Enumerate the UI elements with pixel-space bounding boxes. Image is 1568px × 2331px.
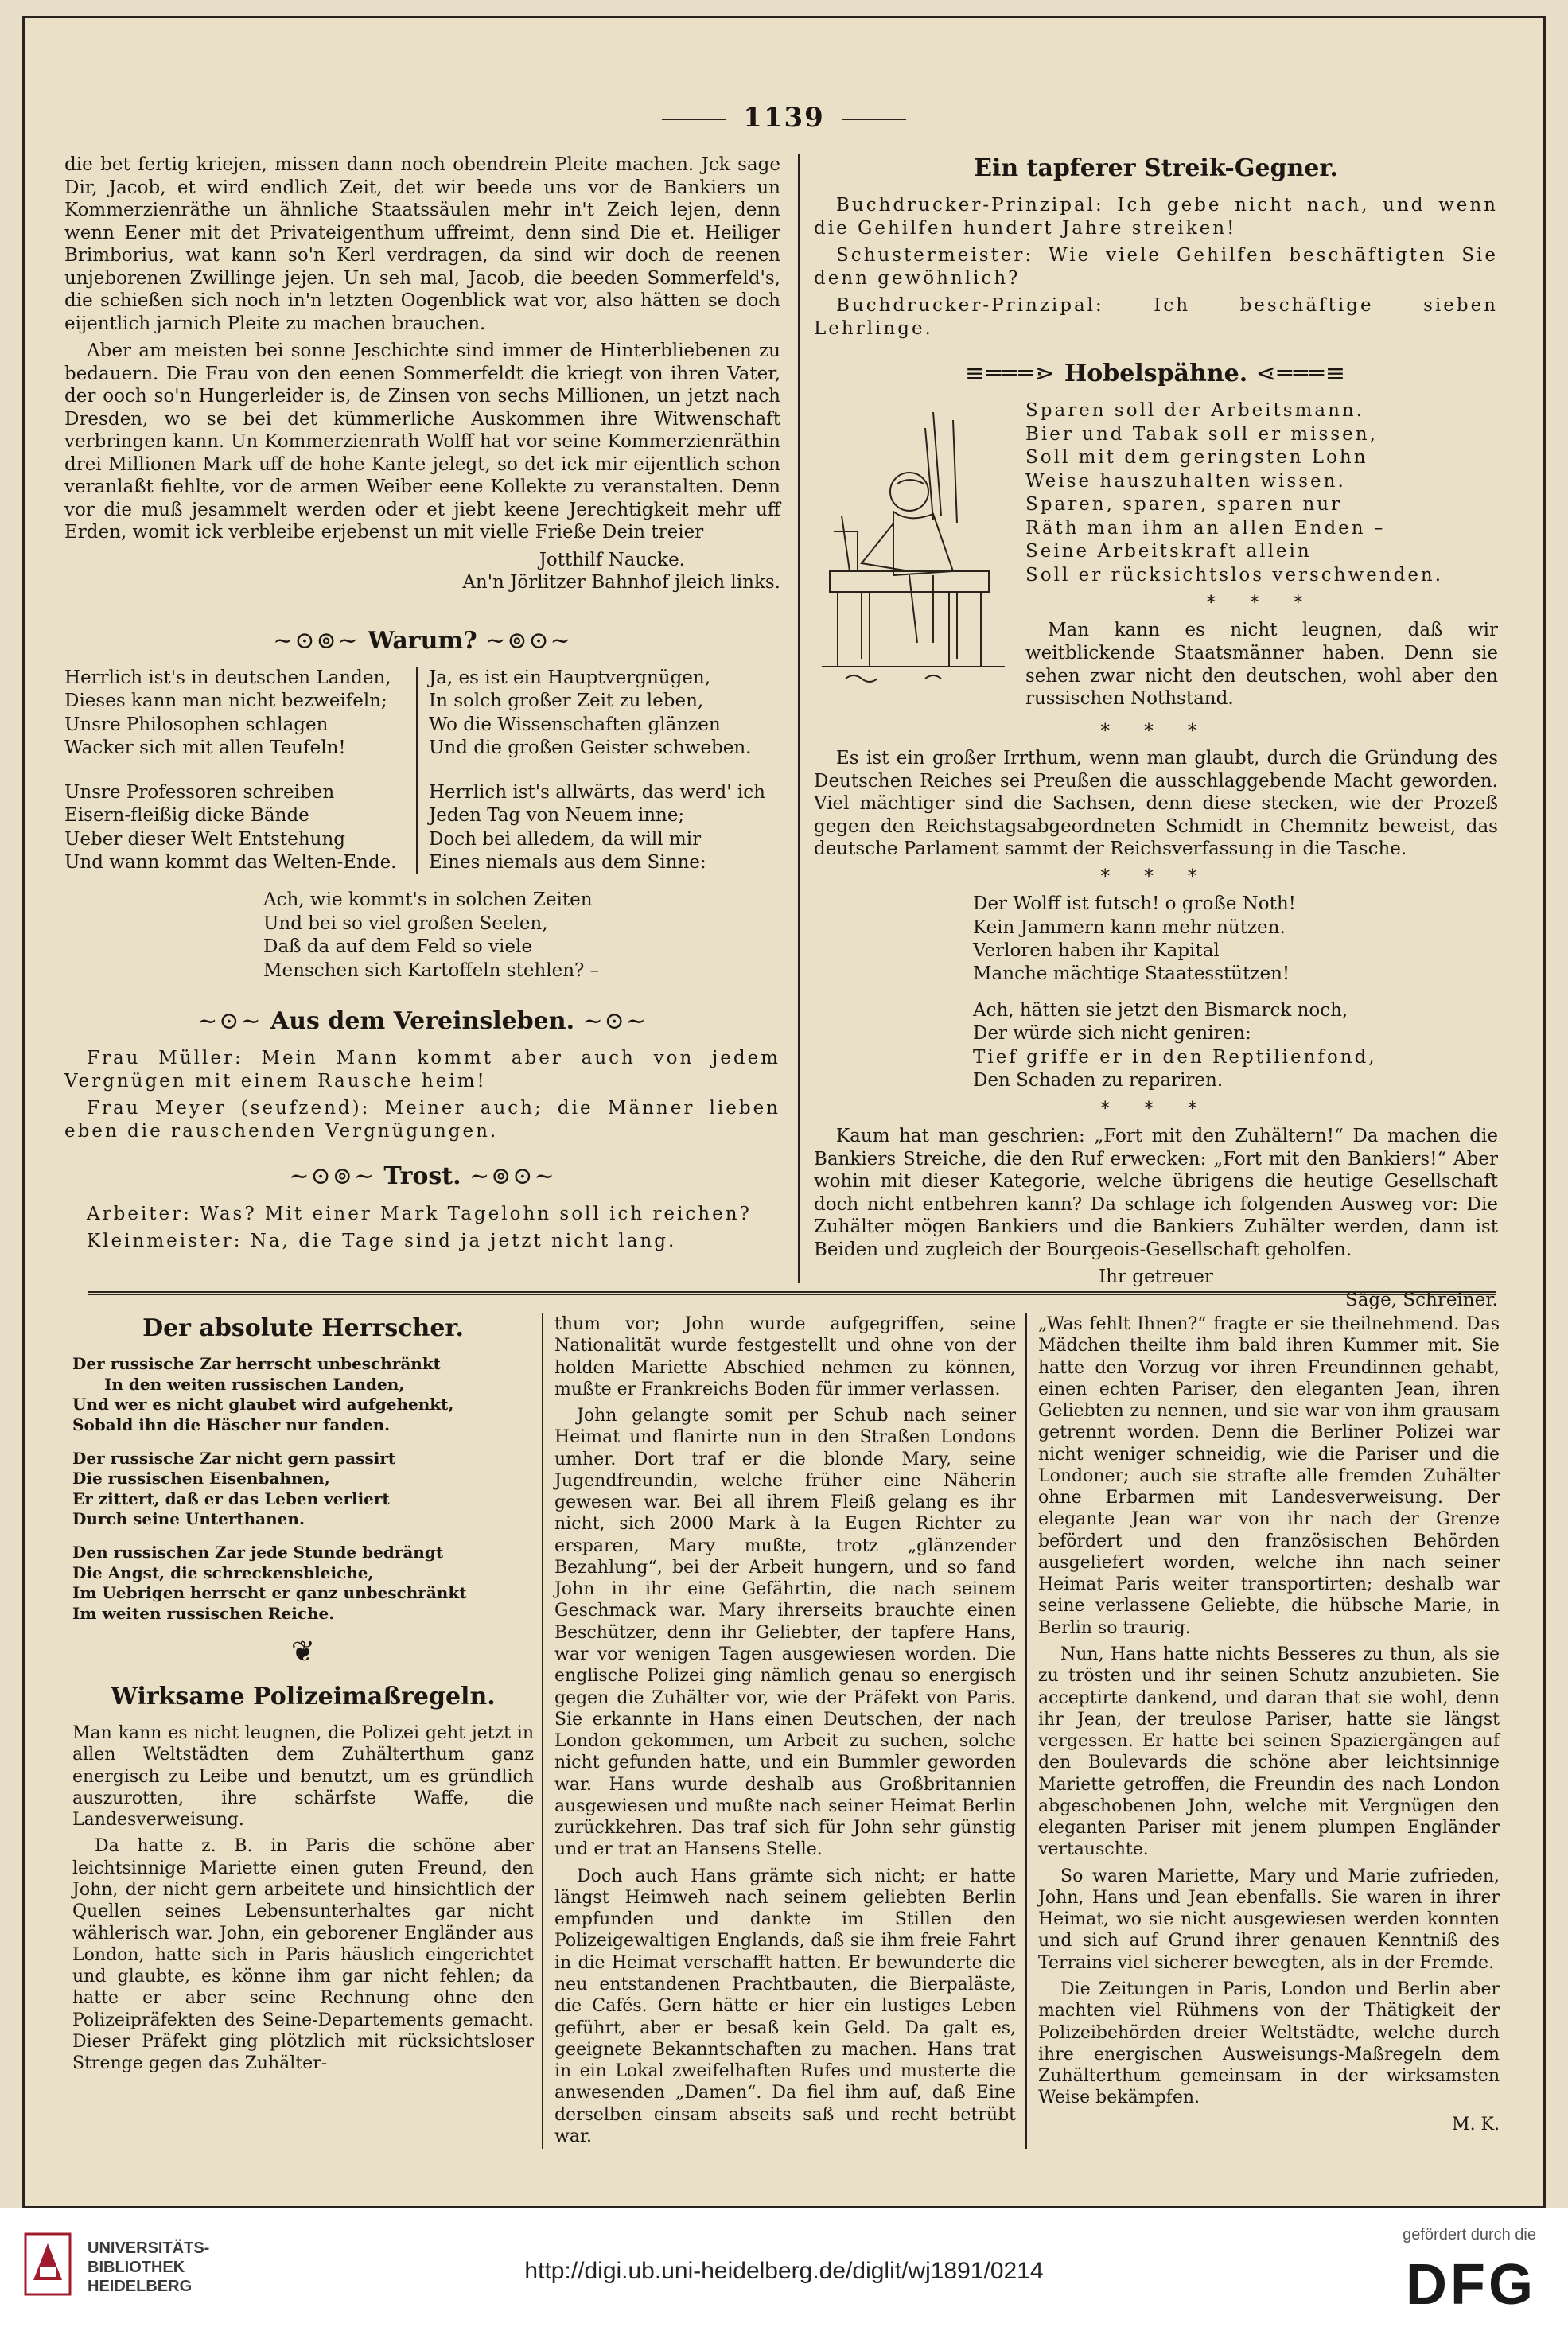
poem-line: Eisern-fleißig dicke Bände [64, 805, 309, 827]
polizei-col3-paragraph-1: „Was fehlt Ihnen?“ fragte er sie theilnehmend. Das Mädchen theilte ihm bald ihren Kummer mit. Sie hatte den Vorzug vor ihren Freundinnen gehabt, einen echten Pariser, den eleganten Jean, ihren Geliebten zu nennen, und sie war von ihm grausam getrennt worden. Denn die Berliner Polizei war nicht weniger schneidig, wie die Pariser und die Londoner; auch sie strafte alle fremden Zuhälter ohne Erbarmen mit Landesverweisung. Der elegante Jean war von ihr nach der Grenze befördert und den französischen Behörden ausgeliefert worden, welche ihn nach seiner Heimat Paris weiter transportirten; deshalb war seine verlassene Geliebte, die hübsche Marie, in Berlin so traurig. [1038, 1314, 1500, 1638]
poem-line: Und bei so viel großen Seelen, [263, 913, 548, 934]
ornament-left: ≡═══⋗ [964, 360, 1056, 388]
poem-line: Sobald ihn die Häscher nur fanden. [72, 1415, 391, 1434]
polizei-title: Wirksame Polizeimaßregeln. [111, 1682, 496, 1710]
ornament-left: ~⊙⊚~ [273, 626, 360, 655]
polizei-signature: M. K. [1452, 2114, 1500, 2134]
polizei-col2-paragraph-2: John gelangte somit per Schub nach seiner Heimat und flanirte nun in den Straßen Londons umher. Dort traf er die blonde Mary, seine Jugendfreundin, welche früher eine Näherin gewesen war. Bei all ihrem Fleiß gelang es ihr nicht, sich 2000 Mark à la Eugen Richter zu ersparen, Mary mußte, trotz „glänzender Bezahlung“, bei der Arbeit hungern, und so fand John in ihr eine Gefährtin, die nach seinem Geschmack war. Mary ihrerseits brauchte einen Beschützer, denn ihr Geliebter, der tapfere Hans, war vor wenigen Tagen ausgewiesen worden. Die englische Polizei ging nämlich genau so energisch gegen die Zuhälter vor, wie der Präfekt von Paris. Sie erkannte in Hans einen Deutschen, der nach London gekommen, um Arbeit zu suchen, solche nicht gefunden hatte, und ein Bummler geworden war. Hans wurde deshalb aus Großbritannien ausgewiesen und mußte nach seiner Heimat Berlin zurückkehren. Das traf sich für John sehr günstig und er trat an Hansens Stelle. [554, 1406, 1016, 1860]
hobel-paragraph-3: Kaum hat man geschrien: „Fort mit den Zuhältern!“ Da machen die Bankiers Streiche, die den Ruf erwecken: „Fort mit den Bankiers!“ Aber wohin mit dieser Kategorie, welche übrigens die heutige Gesellschaft doch nicht entbehren kann? Da schlage ich folgenden Ausweg vor: Die Zuhälter mögen Bankiers und die Bankiers Zuhälter werden, dann ist Beiden und zugleich der Bourgeois-Gesellschaft geholfen. [814, 1126, 1498, 1260]
ornament-right: ~⊙~ [582, 1007, 648, 1036]
poem-line: Dieses kann man nicht bezweifeln; [64, 691, 387, 712]
streik-line-2: Schustermeister: Wie viele Gehilfen beschäftigten Sie denn gewöhnlich? [814, 245, 1498, 289]
poem-line: Im weiten russischen Reiche. [72, 1603, 335, 1623]
poem-line: Durch seine Unterthanen. [72, 1509, 305, 1529]
poem-line: Die Angst, die schreckensbleiche, [72, 1562, 374, 1582]
page-number: 1139 [25, 102, 1543, 134]
streik-title: Ein tapferer Streik-Gegner. [974, 154, 1338, 182]
newspaper-page [22, 16, 1546, 2208]
verein-line-1: Frau Müller: Mein Mann kommt aber auch von jedem Vergnügen mit einem Rausche heim! [64, 1048, 780, 1092]
polizei-col3-paragraph-3: So waren Mariette, Mary und Marie zufrieden, John, Hans und Jean ebenfalls. Sie waren in ihrer Heimat, wo sie nicht ausgewiesen werden konnten und sich auf Grund ihrer genauen Kenntniß des Terrains viel sicherer bewegten, als in der Fremde. [1038, 1866, 1500, 1973]
carpenter-illustration [814, 404, 1013, 691]
polizei-col3-paragraph-2: Nun, Hans hatte nichts Besseres zu thun, als sie zu trösten und ihr seinen Schutz anzubieten. Sie acceptirte dankend, und daran that sie wohl, denn ihr Jean, der treulose Pariser, hatte sie längst vergessen. Er hatte bei seinen Spaziergängen auf den Boulevards die schöne aber leichtsinnige Mariette getroffen, die Freundin des nach London abgeschobenen John, welche mit Vergnügen den eleganten Pariser mit jenem plumpen Engländer vertauschte. [1038, 1644, 1500, 1860]
trost-line-2: Kleinmeister: Na, die Tage sind ja jetzt nicht lang. [87, 1231, 677, 1252]
poem-line: Und wann kommt das Welten-Ende. [64, 852, 397, 874]
poem-line: Und die großen Geister schweben. [429, 737, 752, 759]
section-divider [88, 1291, 1496, 1295]
trost-heading [64, 1162, 780, 1191]
polizei-col1-paragraph-1: Man kann es nicht leugnen, die Polizei geht jetzt in allen Weltstädten dem Zuhälterthum ganz energisch zu Leibe und benutzt, um es gründlich auszurotten, ihre schärfste Waffe, die Landesverweisung. [72, 1723, 534, 1831]
digitization-footer [0, 2208, 1568, 2331]
verein-heading [64, 1006, 780, 1036]
bottom-column-1 [72, 1313, 534, 2079]
poem-line: Im Uebrigen herrscht er ganz unbeschränkt [72, 1583, 467, 1603]
warum-left-stanzas [64, 667, 416, 875]
hobel-paragraph-2: Es ist ein großer Irrthum, wenn man glaubt, durch die Gründung des Deutschen Reiches sei Preußen die ausschlaggebende Macht geworden. Viel mächtiger sind die Sachsen, denn diese stecken, wie der Prozeß gegen den Reichstagsabgeordneten Schmidt in Chemnitz beweist, das deutsche Parlament sammt der Reichsverfassung in die Tasche. [814, 748, 1498, 860]
polizei-col3-paragraph-4: Die Zeitungen in Paris, London und Berlin aber machten viel Rühmens von der Thätigkeit der Polizeibehörden dreier Weltstädte, welche durch ihre energischen Ausweisungs-Maßregeln dem Zuhälterthum gemeinsam in der wirksamsten Weise bekämpfen. [1038, 1979, 1500, 2108]
hobel-heading [814, 359, 1498, 388]
poem-line: Jeden Tag von Neuem inne; [429, 805, 685, 827]
poem-line: Ueber dieser Welt Entstehung [64, 828, 345, 850]
poem-line: Unsre Professoren schreiben [64, 781, 335, 803]
poem-line: Ach, hätten sie jetzt den Bismarck noch, [973, 999, 1348, 1021]
poem-line: Seine Arbeitskraft allein [1025, 541, 1312, 562]
poem-line: Kein Jammern kann mehr nützen. [973, 916, 1286, 938]
poem-line: Herrlich ist's in deutschen Landen, [64, 667, 391, 688]
star-divider: * * * [1100, 720, 1212, 741]
hobel-poem-2 [973, 893, 1498, 1093]
herrscher-title: Der absolute Herrscher. [142, 1314, 464, 1342]
letter-paragraph-2: Aber am meisten bei sonne Jeschichte sind immer de Hinterbliebenen zu bedauern. Die Frau von den eenen Sommerfeldt die kriegt von ihren Vater, der ooch so'n Hungerleider is, de Zinsen von sechs Millionen, un jetzt nach Dresden, wo se bei det kümmerliche Auskommen ihre Witwenschaft verbringen kann. Un Kommerzienrath Wolff hat vor seine Kommerzienräthin drei Millionen Mark uff de hohe Kante jelegt, so det ick mir eijentlich schon veranlaßt fiehlte, vor de armen Weiber eene Kollekte zu veranstalten. Denn vor die muß jesammelt werden oder et jiebt keene Jerechtigkeit mehr uff Erden, womit ick verbleibe erjebenst un mit vielle Frieße Dein treier [64, 341, 780, 543]
hobel-paragraph-1: Man kann es nicht leugnen, daß wir weitblickende Staatsmänner haben. Denn sie sehen zwar nicht den deutschen, wohl aber den russischen Nothstand. [1025, 620, 1498, 710]
ornament-right: ~⊚⊙~ [469, 1162, 556, 1191]
poem-line: Bier und Tabak soll er missen, [1025, 423, 1378, 445]
column-divider [798, 154, 800, 1283]
university-name-line: UNIVERSITÄTS- [88, 2240, 210, 2257]
poem-line: Er zittert, daß er das Leben verliert [72, 1488, 390, 1508]
poem-line: Ach, wie kommt's in solchen Zeiten [263, 889, 593, 911]
streik-line-1: Buchdrucker-Prinzipal: Ich gebe nicht nach, und wenn die Gehilfen hundert Jahre streiken! [814, 195, 1498, 239]
hobel-title: Hobelspähne. [1064, 360, 1248, 388]
poem-line: Ja, es ist ein Hauptvergnügen, [429, 667, 711, 688]
poem-line: Tief griffe er in den Reptilienfond, [973, 1046, 1377, 1068]
column-divider [1025, 1313, 1027, 2149]
warum-title: Warum? [368, 626, 477, 655]
dfg-logo: DFG [1406, 2253, 1536, 2317]
poem-line: Doch bei alledem, da will mir [429, 828, 702, 850]
ornament-left: ~⊙~ [197, 1007, 263, 1036]
hobel-author: Säge, Schreiner. [1344, 1289, 1498, 1310]
warum-right-stanzas [416, 667, 780, 875]
letter-signature-place: An'n Jörlitzer Bahnhof jleich links. [462, 572, 780, 593]
poem-line: Soll er rücksichtslos verschwenden. [1025, 564, 1444, 586]
poem-line: Räth man ihm an allen Enden – [1025, 517, 1386, 539]
top-right-column [814, 154, 1498, 1311]
star-divider: * * * [1100, 866, 1212, 887]
warum-poem [64, 667, 780, 875]
hobel-closing: Ihr getreuer [1099, 1267, 1213, 1288]
poem-line: Verloren haben ihr Kapital [973, 940, 1220, 962]
leaf-ornament-icon: ❦ [290, 1636, 316, 1669]
poem-line: Soll mit dem geringsten Lohn [1025, 447, 1368, 469]
poem-line: Sparen soll der Arbeitsmann. [1025, 400, 1365, 422]
streik-line-3: Buchdrucker-Prinzipal: Ich beschäftige sieben Lehrlinge. [814, 295, 1498, 339]
herrscher-poem [72, 1354, 534, 1624]
top-left-column [64, 154, 780, 1258]
ornament-left: ~⊙⊚~ [289, 1162, 375, 1191]
poem-line: Die russischen Eisenbahnen, [72, 1469, 330, 1488]
poem-line: Der würde sich nicht geniren: [973, 1023, 1251, 1045]
poem-line: In den weiten russischen Landen, [104, 1374, 405, 1394]
poem-line: Der russische Zar herrscht unbeschränkt [72, 1354, 441, 1374]
ornament-right: ~⊚⊙~ [485, 626, 572, 655]
star-divider: * * * [1206, 592, 1317, 613]
poem-line: Unsre Philosophen schlagen [64, 714, 329, 735]
column-divider [542, 1313, 543, 2149]
trost-title: Trost. [383, 1162, 461, 1191]
poem-line: Der russische Zar nicht gern passirt [72, 1448, 396, 1468]
poem-line: Wo die Wissenschaften glänzen [429, 714, 721, 735]
letter-paragraph-1: die bet fertig kriejen, missen dann noch obendrein Pleite machen. Jck sage Dir, Jacob, et wird endlich Zeit, det wir beede uns vor de Bankiers un Kommerzienräthe un ähnliche Staatssäulen mehr in't Zeich lejen, denn wenn Eener mit det Privateigenthum uffreimt, denn sind Die et. Heiliger Brimborius, wat kann so'n Kerl verdragen, da sind wir doch de reenen unjeborenen Zwillinge jejen. Un seh mal, Jacob, die beeden Sommerfeld's, die schießen sich noch in'n letzten Oogenblick wat vor, also hätten se doch eijentlich jarnich Pleite zu machen brauchen. [64, 154, 780, 334]
poem-line: Den Schaden zu repariren. [973, 1070, 1224, 1092]
poem-line: Eines niemals aus dem Sinne: [429, 852, 706, 874]
poem-line: Weise hauszuhalten wissen. [1025, 470, 1346, 492]
poem-line: Wacker sich mit allen Teufeln! [64, 737, 346, 759]
polizei-col2-paragraph-1: thum vor; John wurde aufgegriffen, seine Nationalität wurde festgestellt und ohne von der holden Mariette Abschied nehmen zu können, mußte er Frankreichs Boden für immer verlassen. [554, 1314, 1016, 1399]
verein-title: Aus dem Vereinsleben. [270, 1007, 575, 1036]
poem-line: Sparen, sparen, sparen nur [1025, 494, 1343, 516]
source-url-link[interactable]: http://digi.ub.uni-heidelberg.de/diglit/wj1891/0214 [524, 2258, 1044, 2284]
poem-line: Herrlich ist's allwärts, das werd' ich [429, 781, 765, 803]
verein-line-2: Frau Meyer (seufzend): Meiner auch; die Männer lieben eben die rauschenden Vergnügungen. [64, 1098, 780, 1142]
university-name-line: BIBLIOTHEK [88, 2259, 185, 2276]
warum-heading [64, 626, 780, 656]
bottom-column-2 [554, 1313, 1016, 2152]
bottom-column-3 [1038, 1313, 1500, 2135]
poem-line: Und wer es nicht glaubet wird aufgehenkt, [72, 1395, 454, 1415]
polizei-col2-paragraph-3: Doch auch Hans grämte sich nicht; er hatte längst Heimweh nach seinem geliebten Berlin empfunden und dankte im Stillen den Polizeigewaltigen Englands, daß sie ihm freie Fahrt in die Heimat verschafft hatten. Er bewunderte die neu entstandenen Prachtbauten, die Bierpaläste, die Cafés. Gern hätte er hier ein lustiges Leben geführt, aber er besaß kein Geld. Da galt es, geeignete Bekanntschaften zu machen. Hans trat in ein Lokal zweifelhaften Rufes und musterte die anwesenden „Damen“. Da fiel ihm auf, daß Eine derselben einsam abseits saß und recht betrübt war. [554, 1866, 1016, 2146]
warum-final-stanza [263, 889, 780, 983]
university-name-line: HEIDELBERG [88, 2278, 193, 2295]
poem-line: Der Wolff ist futsch! o große Noth! [973, 893, 1296, 915]
poem-line: In solch großer Zeit zu leben, [429, 691, 704, 712]
poem-line: Den russischen Zar jede Stunde bedrängt [72, 1542, 444, 1562]
star-divider: * * * [1100, 1098, 1212, 1119]
poem-line: Menschen sich Kartoffeln stehlen? – [263, 959, 600, 981]
poem-line: Manche mächtige Staatesstützen! [973, 963, 1290, 985]
sponsor-note: gefördert durch die [1403, 2226, 1536, 2243]
poem-line: Daß da auf dem Feld so viele [263, 936, 532, 958]
polizei-col1-paragraph-2: Da hatte z. B. in Paris die schöne aber leichtsinnige Mariette einen guten Freund, den John, der nicht gern arbeitete und hinsichtlich der Quellen seines Lebensunterhaltes gar nicht wählerisch war. John, ein geborener Engländer aus London, hatte sich in Paris häuslich eingerichtet und glaubte, es könne ihm gar nicht fehlen; da hatte er aber seine Rechnung ohne den Polizeipräfekten des Seine-Departements gemacht. Dieser Präfekt ging plötzlich mit rücksichtsloser Strenge gegen das Zuhälter- [72, 1836, 534, 2074]
letter-signature-name: Jotthilf Naucke. [539, 549, 685, 570]
ornament-right: ⋖═══≡ [1255, 360, 1348, 388]
trost-line-1: Arbeiter: Was? Mit einer Mark Tagelohn soll ich reichen? [87, 1203, 752, 1224]
